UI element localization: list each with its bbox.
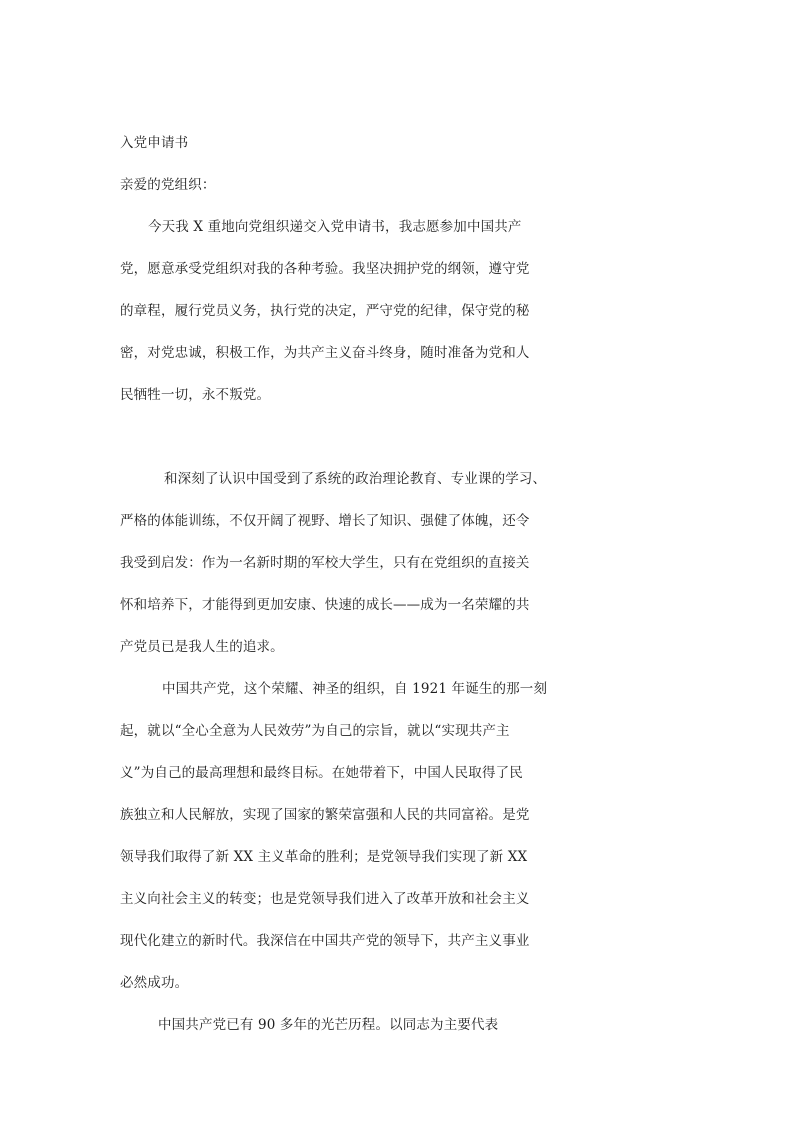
paragraph-2-line-5: 产党员已是我人生的追求。	[120, 639, 284, 655]
paragraph-3-line-8: 必然成功。	[120, 975, 189, 991]
paragraph-1-line-2: 党，愿意承受党组织对我的各种考验。我坚决拥护党的纲领，遵守党	[120, 261, 530, 277]
document-body	[120, 122, 760, 1046]
paragraph-2-line-1: 和深刻了认识中国受到了系统的政治理论教育、专业课的学习、	[164, 471, 547, 487]
paragraph-3-line-7: 现代化建立的新时代。我深信在中国共产党的领导下，共产主义事业	[120, 933, 530, 949]
blank-line	[120, 416, 760, 458]
salutation: 亲爱的党组织：	[120, 177, 216, 193]
paragraph-2	[120, 458, 760, 668]
paragraph-4-line-1: 中国共产党已有 90 多年的光芒历程。以同志为主要代表	[158, 1017, 499, 1033]
document-title: 入党申请书	[120, 135, 189, 151]
paragraph-1-line-1: 今天我 X 重地向党组织递交入党申请书，我志愿参加中国共产	[148, 219, 522, 235]
paragraph-1-line-4: 密，对党忠诚，积极工作，为共产主义奋斗终身，随时准备为党和人	[120, 345, 530, 361]
paragraph-1-line-5: 民牺牲一切，永不叛党。	[120, 387, 271, 403]
paragraph-3-line-4: 族独立和人民解放，实现了国家的繁荣富强和人民的共同富裕。是党	[120, 807, 530, 823]
paragraph-3-line-1: 中国共产党，这个荣耀、神圣的组织，自 1921 年诞生的那一刻	[162, 681, 548, 697]
paragraph-3-line-5: 领导我们取得了新 XX 主义革命的胜利；是党领导我们实现了新 XX	[120, 849, 528, 865]
paragraph-2-line-2: 严格的体能训练，不仅开阔了视野、增长了知识、强健了体魄，还令	[120, 513, 530, 529]
paragraph-4	[120, 1004, 760, 1046]
paragraph-2-line-4: 怀和培养下，才能得到更加安康、快速的成长——成为一名荣耀的共	[120, 597, 530, 613]
paragraph-2-line-3: 我受到启发：作为一名新时期的军校大学生，只有在党组织的直接关	[120, 555, 530, 571]
paragraph-3-line-2: 起，就以“全心全意为人民效劳”为自己的宗旨，就以“实现共产主	[120, 723, 510, 739]
paragraph-3	[120, 668, 760, 1004]
paragraph-3-line-6: 主义向社会主义的转变；也是党领导我们进入了改革开放和社会主义	[120, 891, 530, 907]
paragraph-1	[120, 206, 760, 416]
paragraph-1-line-3: 的章程，履行党员义务，执行党的决定，严守党的纪律，保守党的秘	[120, 303, 530, 319]
paragraph-3-line-3: 义”为自己的最高理想和最终目标。在她带着下，中国人民取得了民	[120, 765, 523, 781]
